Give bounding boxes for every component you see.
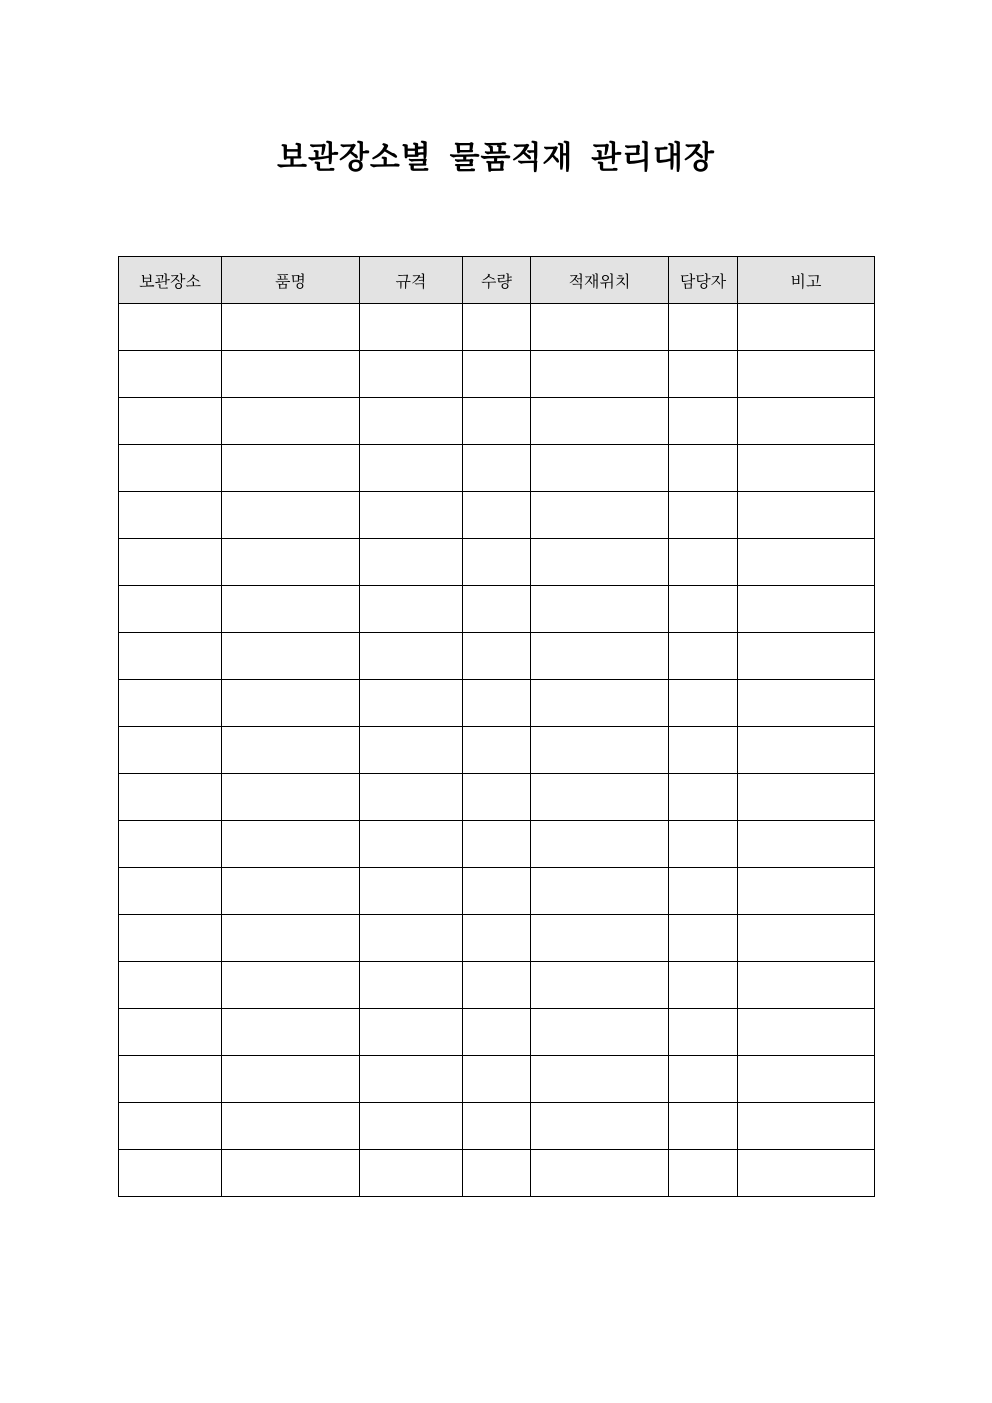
- cell-item-name[interactable]: [222, 774, 360, 821]
- cell-load-position[interactable]: [531, 633, 669, 680]
- cell-quantity[interactable]: [463, 915, 531, 962]
- cell-remarks[interactable]: [738, 586, 875, 633]
- cell-quantity[interactable]: [463, 1056, 531, 1103]
- table-row: [119, 1150, 875, 1197]
- cell-load-position[interactable]: [531, 727, 669, 774]
- cell-specification[interactable]: [360, 445, 463, 492]
- cell-manager[interactable]: [669, 304, 738, 351]
- cell-quantity[interactable]: [463, 1009, 531, 1056]
- cell-item-name[interactable]: [222, 727, 360, 774]
- cell-item-name[interactable]: [222, 633, 360, 680]
- cell-item-name[interactable]: [222, 539, 360, 586]
- cell-quantity[interactable]: [463, 1150, 531, 1197]
- cell-specification[interactable]: [360, 727, 463, 774]
- cell-item-name[interactable]: [222, 586, 360, 633]
- cell-specification[interactable]: [360, 492, 463, 539]
- cell-specification[interactable]: [360, 1009, 463, 1056]
- cell-specification[interactable]: [360, 774, 463, 821]
- cell-remarks[interactable]: [738, 915, 875, 962]
- cell-remarks[interactable]: [738, 727, 875, 774]
- cell-storage-location[interactable]: [119, 586, 222, 633]
- cell-remarks[interactable]: [738, 304, 875, 351]
- table-row: [119, 1103, 875, 1150]
- column-header-item-name: 품명: [222, 257, 360, 304]
- cell-quantity[interactable]: [463, 445, 531, 492]
- cell-load-position[interactable]: [531, 915, 669, 962]
- cell-storage-location[interactable]: [119, 1009, 222, 1056]
- cell-remarks[interactable]: [738, 539, 875, 586]
- cell-item-name[interactable]: [222, 492, 360, 539]
- cell-load-position[interactable]: [531, 1103, 669, 1150]
- cell-remarks[interactable]: [738, 1056, 875, 1103]
- cell-quantity[interactable]: [463, 633, 531, 680]
- cell-storage-location[interactable]: [119, 539, 222, 586]
- cell-remarks[interactable]: [738, 633, 875, 680]
- cell-quantity[interactable]: [463, 774, 531, 821]
- cell-remarks[interactable]: [738, 1009, 875, 1056]
- cell-storage-location[interactable]: [119, 304, 222, 351]
- cell-item-name[interactable]: [222, 398, 360, 445]
- cell-load-position[interactable]: [531, 821, 669, 868]
- cell-manager[interactable]: [669, 398, 738, 445]
- cell-storage-location[interactable]: [119, 1056, 222, 1103]
- cell-quantity[interactable]: [463, 586, 531, 633]
- cell-storage-location[interactable]: [119, 1150, 222, 1197]
- table-row: [119, 539, 875, 586]
- column-header-manager: 담당자: [669, 257, 738, 304]
- table-row: [119, 868, 875, 915]
- cell-storage-location[interactable]: [119, 633, 222, 680]
- cell-specification[interactable]: [360, 1103, 463, 1150]
- table-row: [119, 1009, 875, 1056]
- cell-specification[interactable]: [360, 680, 463, 727]
- cell-manager[interactable]: [669, 962, 738, 1009]
- cell-quantity[interactable]: [463, 1103, 531, 1150]
- cell-load-position[interactable]: [531, 1056, 669, 1103]
- cell-load-position[interactable]: [531, 586, 669, 633]
- cell-storage-location[interactable]: [119, 445, 222, 492]
- column-header-storage-location: 보관장소: [119, 257, 222, 304]
- column-header-load-position: 적재위치: [531, 257, 669, 304]
- cell-quantity[interactable]: [463, 821, 531, 868]
- cell-remarks[interactable]: [738, 351, 875, 398]
- table-row: [119, 586, 875, 633]
- cell-manager[interactable]: [669, 586, 738, 633]
- cell-load-position[interactable]: [531, 398, 669, 445]
- cell-specification[interactable]: [360, 633, 463, 680]
- table-row: [119, 445, 875, 492]
- cell-manager[interactable]: [669, 1056, 738, 1103]
- cell-manager[interactable]: [669, 821, 738, 868]
- table-row: [119, 821, 875, 868]
- cell-load-position[interactable]: [531, 962, 669, 1009]
- cell-quantity[interactable]: [463, 351, 531, 398]
- table-row: [119, 304, 875, 351]
- column-header-remarks: 비고: [738, 257, 875, 304]
- cell-item-name[interactable]: [222, 445, 360, 492]
- cell-item-name[interactable]: [222, 868, 360, 915]
- cell-manager[interactable]: [669, 1103, 738, 1150]
- cell-quantity[interactable]: [463, 492, 531, 539]
- cell-manager[interactable]: [669, 868, 738, 915]
- cell-item-name[interactable]: [222, 915, 360, 962]
- cell-quantity[interactable]: [463, 727, 531, 774]
- cell-storage-location[interactable]: [119, 962, 222, 1009]
- page-title: 보관장소별 물품적재 관리대장: [277, 140, 715, 176]
- cell-quantity[interactable]: [463, 304, 531, 351]
- table-body: [119, 304, 875, 1197]
- table-row: [119, 351, 875, 398]
- cell-load-position[interactable]: [531, 304, 669, 351]
- cell-storage-location[interactable]: [119, 1103, 222, 1150]
- cell-storage-location[interactable]: [119, 398, 222, 445]
- cell-storage-location[interactable]: [119, 351, 222, 398]
- cell-quantity[interactable]: [463, 868, 531, 915]
- cell-quantity[interactable]: [463, 962, 531, 1009]
- cell-manager[interactable]: [669, 1009, 738, 1056]
- cell-storage-location[interactable]: [119, 727, 222, 774]
- cell-specification[interactable]: [360, 539, 463, 586]
- table-row: [119, 680, 875, 727]
- cell-remarks[interactable]: [738, 1103, 875, 1150]
- cell-manager[interactable]: [669, 915, 738, 962]
- cell-storage-location[interactable]: [119, 821, 222, 868]
- cell-remarks[interactable]: [738, 962, 875, 1009]
- table-row: [119, 1056, 875, 1103]
- cell-item-name[interactable]: [222, 962, 360, 1009]
- table-row: [119, 492, 875, 539]
- cell-specification[interactable]: [360, 1056, 463, 1103]
- table-row: [119, 727, 875, 774]
- cell-specification[interactable]: [360, 304, 463, 351]
- cell-specification[interactable]: [360, 351, 463, 398]
- cell-item-name[interactable]: [222, 1150, 360, 1197]
- cell-specification[interactable]: [360, 868, 463, 915]
- cell-item-name[interactable]: [222, 1009, 360, 1056]
- cell-item-name[interactable]: [222, 1056, 360, 1103]
- cell-item-name[interactable]: [222, 680, 360, 727]
- cell-manager[interactable]: [669, 774, 738, 821]
- cell-storage-location[interactable]: [119, 915, 222, 962]
- cell-quantity[interactable]: [463, 398, 531, 445]
- cell-storage-location[interactable]: [119, 774, 222, 821]
- cell-remarks[interactable]: [738, 821, 875, 868]
- cell-remarks[interactable]: [738, 680, 875, 727]
- cell-remarks[interactable]: [738, 1150, 875, 1197]
- cell-load-position[interactable]: [531, 539, 669, 586]
- table-row: [119, 962, 875, 1009]
- cell-load-position[interactable]: [531, 445, 669, 492]
- cell-remarks[interactable]: [738, 868, 875, 915]
- cell-specification[interactable]: [360, 821, 463, 868]
- cell-load-position[interactable]: [531, 868, 669, 915]
- cell-manager[interactable]: [669, 539, 738, 586]
- column-header-specification: 규격: [360, 257, 463, 304]
- table-row: [119, 915, 875, 962]
- cell-specification[interactable]: [360, 915, 463, 962]
- cell-remarks[interactable]: [738, 398, 875, 445]
- cell-manager[interactable]: [669, 1150, 738, 1197]
- cell-load-position[interactable]: [531, 351, 669, 398]
- storage-ledger-table: [118, 256, 875, 1197]
- table-row: [119, 633, 875, 680]
- cell-remarks[interactable]: [738, 492, 875, 539]
- cell-specification[interactable]: [360, 398, 463, 445]
- column-header-quantity: 수량: [463, 257, 531, 304]
- cell-remarks[interactable]: [738, 774, 875, 821]
- cell-item-name[interactable]: [222, 821, 360, 868]
- cell-manager[interactable]: [669, 727, 738, 774]
- cell-quantity[interactable]: [463, 539, 531, 586]
- cell-load-position[interactable]: [531, 680, 669, 727]
- cell-manager[interactable]: [669, 633, 738, 680]
- cell-load-position[interactable]: [531, 774, 669, 821]
- cell-specification[interactable]: [360, 586, 463, 633]
- cell-manager[interactable]: [669, 680, 738, 727]
- cell-remarks[interactable]: [738, 445, 875, 492]
- table-header-row: [119, 257, 875, 304]
- cell-storage-location[interactable]: [119, 492, 222, 539]
- table-row: [119, 774, 875, 821]
- cell-item-name[interactable]: [222, 1103, 360, 1150]
- cell-manager[interactable]: [669, 351, 738, 398]
- cell-storage-location[interactable]: [119, 680, 222, 727]
- cell-specification[interactable]: [360, 1150, 463, 1197]
- cell-storage-location[interactable]: [119, 868, 222, 915]
- cell-item-name[interactable]: [222, 304, 360, 351]
- cell-load-position[interactable]: [531, 1009, 669, 1056]
- cell-item-name[interactable]: [222, 351, 360, 398]
- cell-load-position[interactable]: [531, 492, 669, 539]
- table-row: [119, 398, 875, 445]
- cell-manager[interactable]: [669, 492, 738, 539]
- cell-specification[interactable]: [360, 962, 463, 1009]
- cell-load-position[interactable]: [531, 1150, 669, 1197]
- cell-quantity[interactable]: [463, 680, 531, 727]
- cell-manager[interactable]: [669, 445, 738, 492]
